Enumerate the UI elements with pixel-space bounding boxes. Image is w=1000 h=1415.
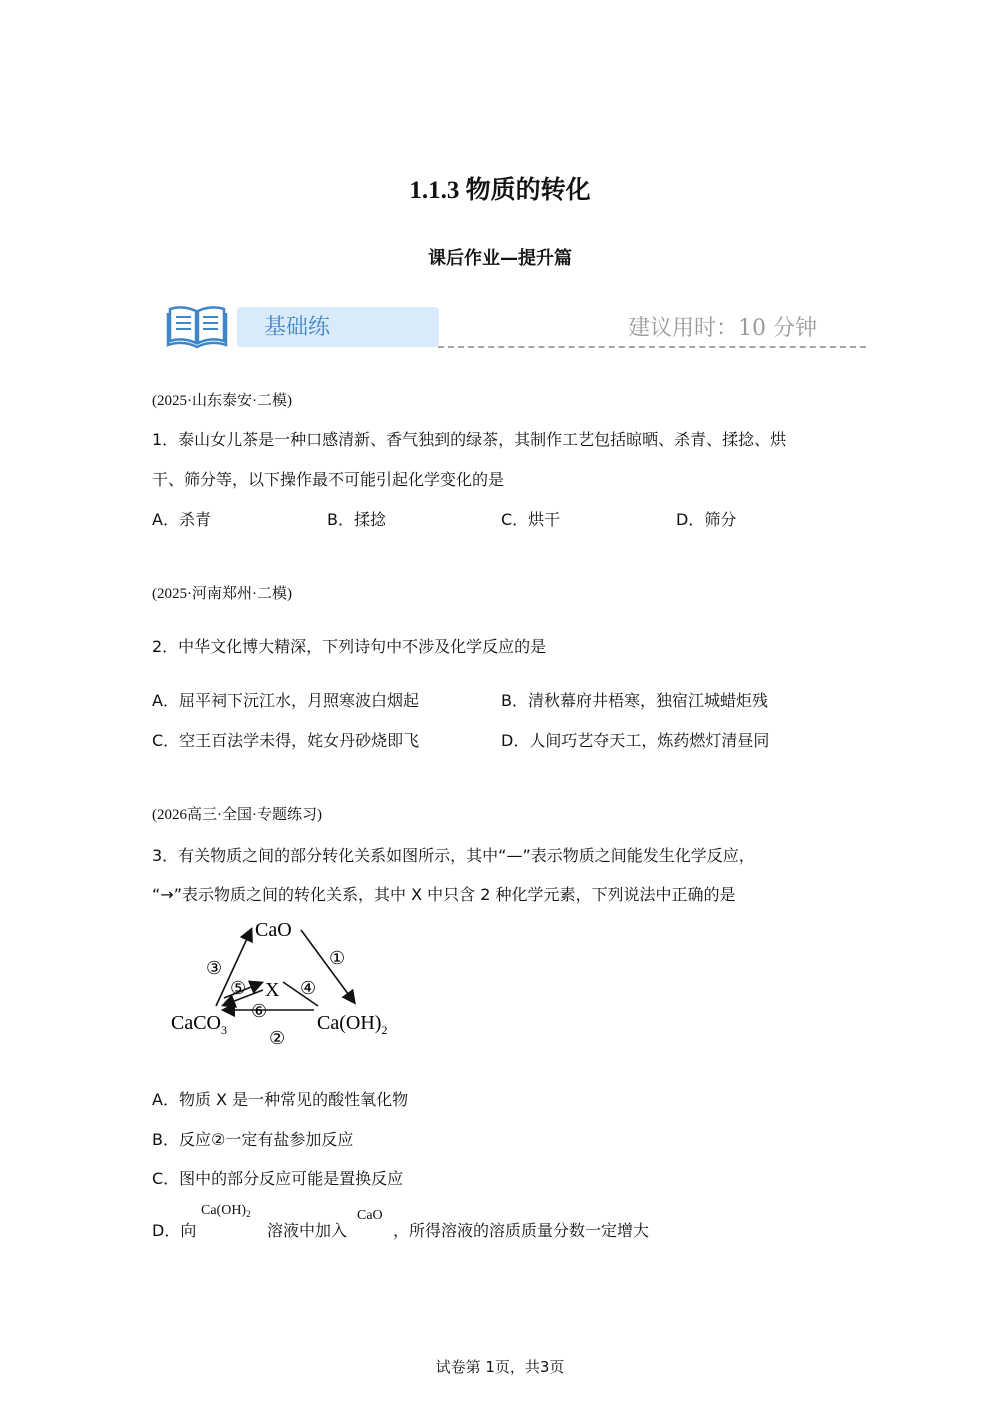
node-cao: CaO bbox=[255, 919, 292, 941]
question-2-option-c: C．空王百法学未得，姹女丹砂烧即飞 bbox=[152, 731, 420, 750]
question-2-option-b: B．清秋幕府井梧寒，独宿江城蜡炬残 bbox=[501, 691, 768, 710]
label-5: ⑤ bbox=[230, 978, 247, 998]
question-1-option-c: C．烘干 bbox=[501, 510, 561, 529]
conversion-diagram bbox=[166, 906, 416, 1056]
question-2-source: (2025·河南郑州·二模) bbox=[152, 586, 292, 602]
banner-divider bbox=[438, 346, 866, 348]
node-x: X bbox=[265, 979, 280, 1001]
label-3: ③ bbox=[206, 958, 223, 978]
label-1: ① bbox=[329, 948, 346, 968]
question-2-option-a: A．屈平祠下沅江水，月照寒波白烟起 bbox=[152, 691, 419, 710]
label-2: ② bbox=[269, 1028, 286, 1048]
label-4: ④ bbox=[300, 978, 317, 998]
question-1-option-d: D．筛分 bbox=[676, 510, 737, 529]
suggested-time: 建议用时：10 分钟 bbox=[628, 316, 817, 341]
question-3-source: (2026高三·全国·专题练习) bbox=[152, 807, 322, 823]
question-3-option-d-middle: 溶液中加入 bbox=[267, 1221, 348, 1240]
section-label: 基础练 bbox=[264, 315, 331, 340]
question-1-option-a: A．杀青 bbox=[152, 510, 211, 529]
question-1-stem: 1．泰山女儿茶是一种口感清新、香气独到的绿茶，其制作工艺包括晾晒、杀青、揉捻、烘 bbox=[152, 430, 787, 449]
page-footer: 试卷第 1页，共3页 bbox=[435, 1358, 565, 1376]
question-3-option-d-prefix: D．向 bbox=[152, 1221, 197, 1240]
node-caco3: CaCO$_3$ bbox=[171, 1012, 227, 1037]
question-3-stem: 3．有关物质之间的部分转化关系如图所示，其中“—”表示物质之间能发生化学反应， bbox=[152, 846, 755, 865]
page-title: 1.1.3 物质的转化 bbox=[409, 177, 591, 204]
question-3-option-b: B．反应②一定有盐参加反应 bbox=[152, 1130, 354, 1149]
formula-cao: CaO bbox=[357, 1208, 383, 1223]
book-icon bbox=[166, 303, 228, 349]
label-6: ⑥ bbox=[251, 1001, 268, 1021]
question-3-option-a: A．物质 X 是一种常见的酸性氧化物 bbox=[152, 1090, 409, 1109]
formula-caoh2: $Ca(OH)_2$ bbox=[201, 1203, 251, 1219]
question-3-option-c: C．图中的部分反应可能是置换反应 bbox=[152, 1169, 404, 1188]
question-2-stem: 2．中华文化博大精深，下列诗句中不涉及化学反应的是 bbox=[152, 637, 547, 656]
page-subtitle: 课后作业—提升篇 bbox=[428, 248, 572, 269]
question-2-option-d: D．人间巧艺夺天工，炼药燃灯清昼同 bbox=[501, 731, 770, 750]
question-1-source: (2025·山东泰安·二模) bbox=[152, 393, 292, 409]
question-1-stem: 干、筛分等，以下操作最不可能引起化学变化的是 bbox=[152, 470, 505, 489]
question-1-option-b: B．揉捻 bbox=[327, 510, 386, 529]
question-3-option-d-suffix: ，所得溶液的溶质质量分数一定增大 bbox=[393, 1221, 650, 1240]
node-caoh2: $Ca(OH)_2$ bbox=[317, 1012, 388, 1037]
question-3-stem: “→”表示物质之间的转化关系，其中 X 中只含 2 种化学元素，下列说法中正确的是 bbox=[152, 885, 736, 904]
